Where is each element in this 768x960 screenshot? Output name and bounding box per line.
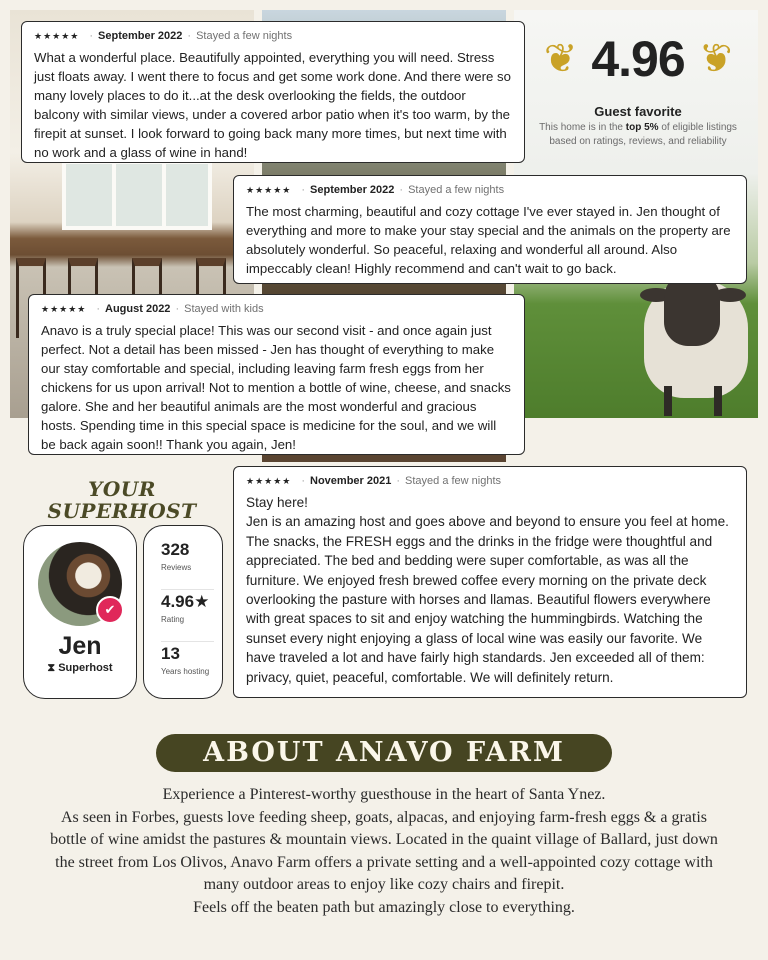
kitchen-window [62, 160, 212, 230]
laurel-left-icon: ❦ [543, 37, 578, 81]
review-text: The most charming, beautiful and cozy cottage I've ever stayed in. Jen thought of everything and more to make your stay special and the animals on the property are absolutely wonderful. So peaceful, relaxing and wonderful all around. Also impeccably clean! Highly recommend and can't wait to go back. [246, 204, 731, 276]
about-description [50, 784, 718, 919]
star-rating-icon: ★★★★★ [246, 475, 292, 486]
star-rating-icon: ★★★★★ [41, 303, 87, 314]
about-heading-banner [156, 734, 612, 772]
about-line: Feels off the beaten path but amazingly close to everything. [193, 898, 575, 916]
review-text: Anavo is a truly special place! This was our second visit - and once again just perfect. Not a detail has been missed - Jen has thought of everything to make our stay comfortable and special, including leaving farm fresh eggs from her chickens for us upon arrival! Not to mention a bottle of wine, cheese, and snacks galore. She and her beautiful animals are the most wonderful and gracious hosts. Spending time in this special space is medicine for the soul, and we will be back again soon!! Thank you again, Jen! [41, 323, 511, 452]
guest-favorite-description: This home is in the top 5% of eligible listings based on ratings, reviews, and reliability [539, 122, 737, 147]
stay-type: Stayed a few nights [196, 30, 293, 42]
stay-type: Stayed a few nights [408, 184, 505, 196]
superhost-badge: ⧗ Superhost [47, 662, 113, 674]
review-card: ★★★★★ · September 2022 · Stayed a few nights What a wonderful place. Beautifully appointed, everything you will need. Stress just floats away. I went there to focus and get some work done. And there were so many lovely places to do it...at the desk overlooking the fields, the outdoor balcony with similar views, under a covered arbor patio when it's too warm, by the firepit at sunset. I look forward to going back many more times, but next time with no work and a glass of wine in hand! [21, 21, 525, 163]
guest-favorite-label: Guest favorite [594, 104, 682, 119]
sheep-leg [714, 386, 722, 416]
about-line: As seen in Forbes, guests love feeding sheep, goats, alpacas, and enjoying farm-fresh eggs & a gratis bottle of wine amidst the pastures & mountain views. Located in the quaint village of Ballard, just down the street from Los Olivos, Anavo Farm offers a private setting and a well-appointed cozy cottage with many outdoor areas to enjoy like cozy chairs and firepit. [50, 808, 718, 893]
about-title: ABOUT ANAVO FARM [203, 737, 565, 768]
stat-rating: 4.96★ Rating [161, 590, 214, 642]
superhost-heading: YOUR SUPERHOST [47, 477, 197, 523]
review-card: ★★★★★ · August 2022 · Stayed with kids Anavo is a truly special place! This was our second visit - and once again just perfect. Not a detail has been missed - Jen has thought of everything to make our stay comfortable and special, including leaving farm fresh eggs from her chickens for us upon arrival! Not to mention a bottle of wine, cheese, and snacks galore. She and her beautiful animals are the most wonderful and gracious hosts. Spending time in this special space is medicine for the soul, and we will be back again soon!! Thank you again, Jen! [28, 294, 525, 455]
stat-reviews: 328 Reviews [161, 538, 214, 590]
star-rating-icon: ★★★★★ [34, 30, 80, 41]
about-line: Experience a Pinterest-worthy guesthouse in the heart of Santa Ynez. [162, 786, 606, 803]
review-card: ★★★★★ · September 2022 · Stayed a few nights The most charming, beautiful and cozy cottage I've ever stayed in. Jen thought of everything and more to make your stay special and the animals on the property are absolutely wonderful. So peaceful, relaxing and wonderful all around. Also impeccably clean! Highly recommend and can't wait to go back. [233, 175, 747, 284]
review-date: September 2022 [310, 184, 395, 196]
host-stats-card [143, 525, 223, 699]
stay-type: Stayed a few nights [405, 475, 502, 487]
guest-favorite-badge [530, 30, 746, 149]
host-name: Jen [58, 632, 102, 660]
medal-icon: ⧗ [47, 662, 56, 674]
verified-shield-icon: ✔ [96, 596, 124, 624]
review-date: August 2022 [105, 303, 171, 315]
review-date: September 2022 [98, 30, 183, 42]
sheep-leg [664, 386, 672, 416]
host-profile-card[interactable] [23, 525, 137, 699]
review-text-heading: Stay here! [246, 495, 308, 510]
stay-type: Stayed with kids [184, 303, 264, 315]
review-date: November 2021 [310, 475, 392, 487]
overall-rating: 4.96 [591, 31, 685, 87]
star-rating-icon: ★★★★★ [246, 184, 292, 195]
review-card: ★★★★★ · November 2021 · Stayed a few nights Stay here! Jen is an amazing host and goes above and beyond to ensure you feel at home. The snacks, the FRESH eggs and the drinks in the fridge were thoughtful and appreciated. The bed and bedding were super comfortable, as was all the furniture. We enjoyed fresh brewed coffee every morning on the private deck overlooking the pasture with horses and llamas. Beautiful flowers everywhere with great spaces to sit and enjoy watching the hummingbirds. Watching the sunset every night enjoying a glass of local wine was easily our favorite. We have traveled a lot and have fairly high standards. Jen exceeded all of them: privacy, quiet, peaceful, comfortable. We will definitely return. [233, 466, 747, 698]
stat-years-hosting: 13 Years hosting [161, 644, 210, 676]
review-text: What a wonderful place. Beautifully appointed, everything you will need. Stress just floats away. I went there to focus and get some work done. And there were so many lovely places to do it...at the desk overlooking the fields, the outdoor balcony with similar views, under a covered arbor patio when it's too warm, by the firepit at sunset. I look forward to going back many more times, but next time with no work and a glass of wine in hand! [34, 50, 511, 160]
laurel-right-icon: ❦ [698, 37, 733, 81]
review-text: Jen is an amazing host and goes above and beyond to ensure you feel at home. The snacks, the FRESH eggs and the drinks in the fridge were thoughtful and appreciated. The bed and bedding were super comfortable, as was all the furniture. We enjoyed fresh brewed coffee every morning on the private deck overlooking the pasture with horses and llamas. Beautiful flowers everywhere with great spaces to sit and enjoy watching the hummingbirds. Watching the sunset every night enjoying a glass of local wine was easily our favorite. We have traveled a lot and have fairly high standards. Jen exceeded all of them: privacy, quiet, peaceful, comfortable. We will definitely return. [246, 514, 729, 685]
